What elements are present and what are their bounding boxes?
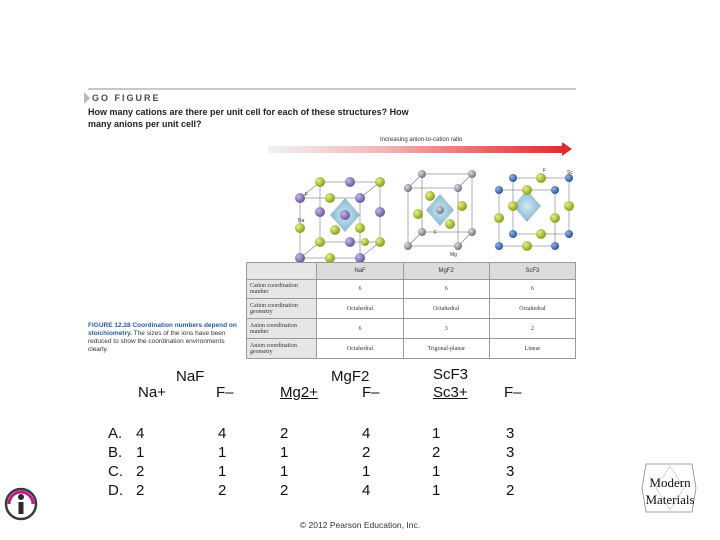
header-naf: NaF — [317, 263, 403, 280]
choice-value: 4 — [362, 482, 371, 499]
ion-f-mgf2: F– — [362, 384, 380, 401]
choice-value: 4 — [136, 425, 145, 442]
choice-value: 2 — [280, 482, 289, 499]
ratio-arrow — [268, 146, 564, 153]
choice-value: 2 — [506, 482, 515, 499]
figure-caption — [88, 322, 240, 354]
mgf2-unit-cell — [404, 170, 476, 258]
coordination-table — [246, 262, 576, 359]
copyright-notice: © 2012 Pearson Education, Inc. — [299, 520, 421, 530]
choice-value: 1 — [136, 444, 145, 461]
table-cell: 6 — [317, 279, 403, 299]
table-cell: Linear — [489, 339, 575, 359]
crystal-structures-figure — [290, 160, 580, 262]
row-label: Anion coordination number — [247, 319, 317, 339]
choice-letter: B. — [108, 444, 123, 461]
choice-value: 2 — [432, 444, 441, 461]
go-figure-rule — [88, 88, 576, 90]
figure-question: How many cations are there per unit cell for each of these structures? How many anions per unit cell? — [88, 107, 409, 129]
row-label: Cation coordination geometry — [247, 299, 317, 319]
choice-letter: A. — [108, 425, 123, 442]
table-cell: Octahedral — [489, 299, 575, 319]
caption-bold-text: Coordination numbers depend on stoichiometry. — [88, 322, 237, 337]
go-figure-marker-icon — [84, 92, 90, 104]
choice-value: 4 — [218, 425, 227, 442]
choice-letter: D. — [108, 482, 123, 499]
header-scf3: ScF3 — [489, 263, 575, 280]
scf3-unit-cell — [494, 168, 574, 251]
ion-mg: Mg2+ — [280, 384, 318, 401]
table-cell: 6 — [489, 279, 575, 299]
compound-naf: NaF — [176, 368, 205, 385]
choice-value: 2 — [218, 482, 227, 499]
scf3-label-sc: Sc — [567, 170, 573, 176]
choice-value: 1 — [218, 444, 227, 461]
choice-value: 1 — [432, 425, 441, 442]
choice-value: 1 — [280, 444, 289, 461]
choice-value: 1 — [432, 482, 441, 499]
choice-value: 2 — [280, 425, 289, 442]
table-cell: Octahedral — [317, 339, 403, 359]
naf-unit-cell — [295, 177, 385, 262]
choice-value: 1 — [280, 463, 289, 480]
ion-f-naf: F– — [216, 384, 234, 401]
naf-label-na: Na — [298, 218, 305, 224]
choice-letter: C. — [108, 463, 123, 480]
mgf2-label-mg: Mg — [450, 252, 457, 258]
row-label: Anion coordination geometry — [247, 339, 317, 359]
arrow-label: Increasing anion-to-cation ratio — [380, 137, 463, 143]
choice-value: 3 — [506, 425, 515, 442]
caption-body-text: The sizes of the ions have been reduced to show the coordination environments clearly. — [88, 330, 226, 353]
naf-label-f: F — [305, 192, 309, 198]
table-cell: Trigonal-planar — [403, 339, 489, 359]
table-cell: 2 — [489, 319, 575, 339]
choice-value: 3 — [506, 463, 515, 480]
ion-sc: Sc3+ — [433, 384, 468, 401]
choice-value: 4 — [362, 425, 371, 442]
scf3-label-f: F — [543, 168, 547, 174]
table-cell: 3 — [403, 319, 489, 339]
table-cell: 6 — [317, 319, 403, 339]
modern-materials-label: Modern Materials — [645, 475, 695, 507]
header-mgf2: MgF2 — [403, 263, 489, 280]
compound-scf3: ScF3 — [433, 366, 469, 383]
row-label: Cation coordination number — [247, 279, 317, 299]
choice-value: 2 — [136, 482, 145, 499]
caption-figure-number: FIGURE 12.28 — [88, 322, 131, 329]
table-cell: 6 — [403, 279, 489, 299]
choice-value: 2 — [362, 444, 371, 461]
table-cell: Octahedral — [317, 299, 403, 319]
clicker-logo-icon — [4, 487, 38, 521]
choice-value: 3 — [506, 444, 515, 461]
ion-f-scf3: F– — [504, 384, 522, 401]
table-cell: Octahedral — [403, 299, 489, 319]
choice-value: 2 — [136, 463, 145, 480]
mgf2-label-f: F — [434, 230, 438, 236]
choice-value: 1 — [432, 463, 441, 480]
ion-na: Na+ — [138, 384, 166, 401]
compound-mgf2: MgF2 — [331, 368, 370, 385]
choice-value: 1 — [218, 463, 227, 480]
ratio-arrow-head-icon — [562, 142, 572, 156]
choice-value: 1 — [362, 463, 371, 480]
go-figure-heading: GO FIGURE — [92, 93, 161, 103]
